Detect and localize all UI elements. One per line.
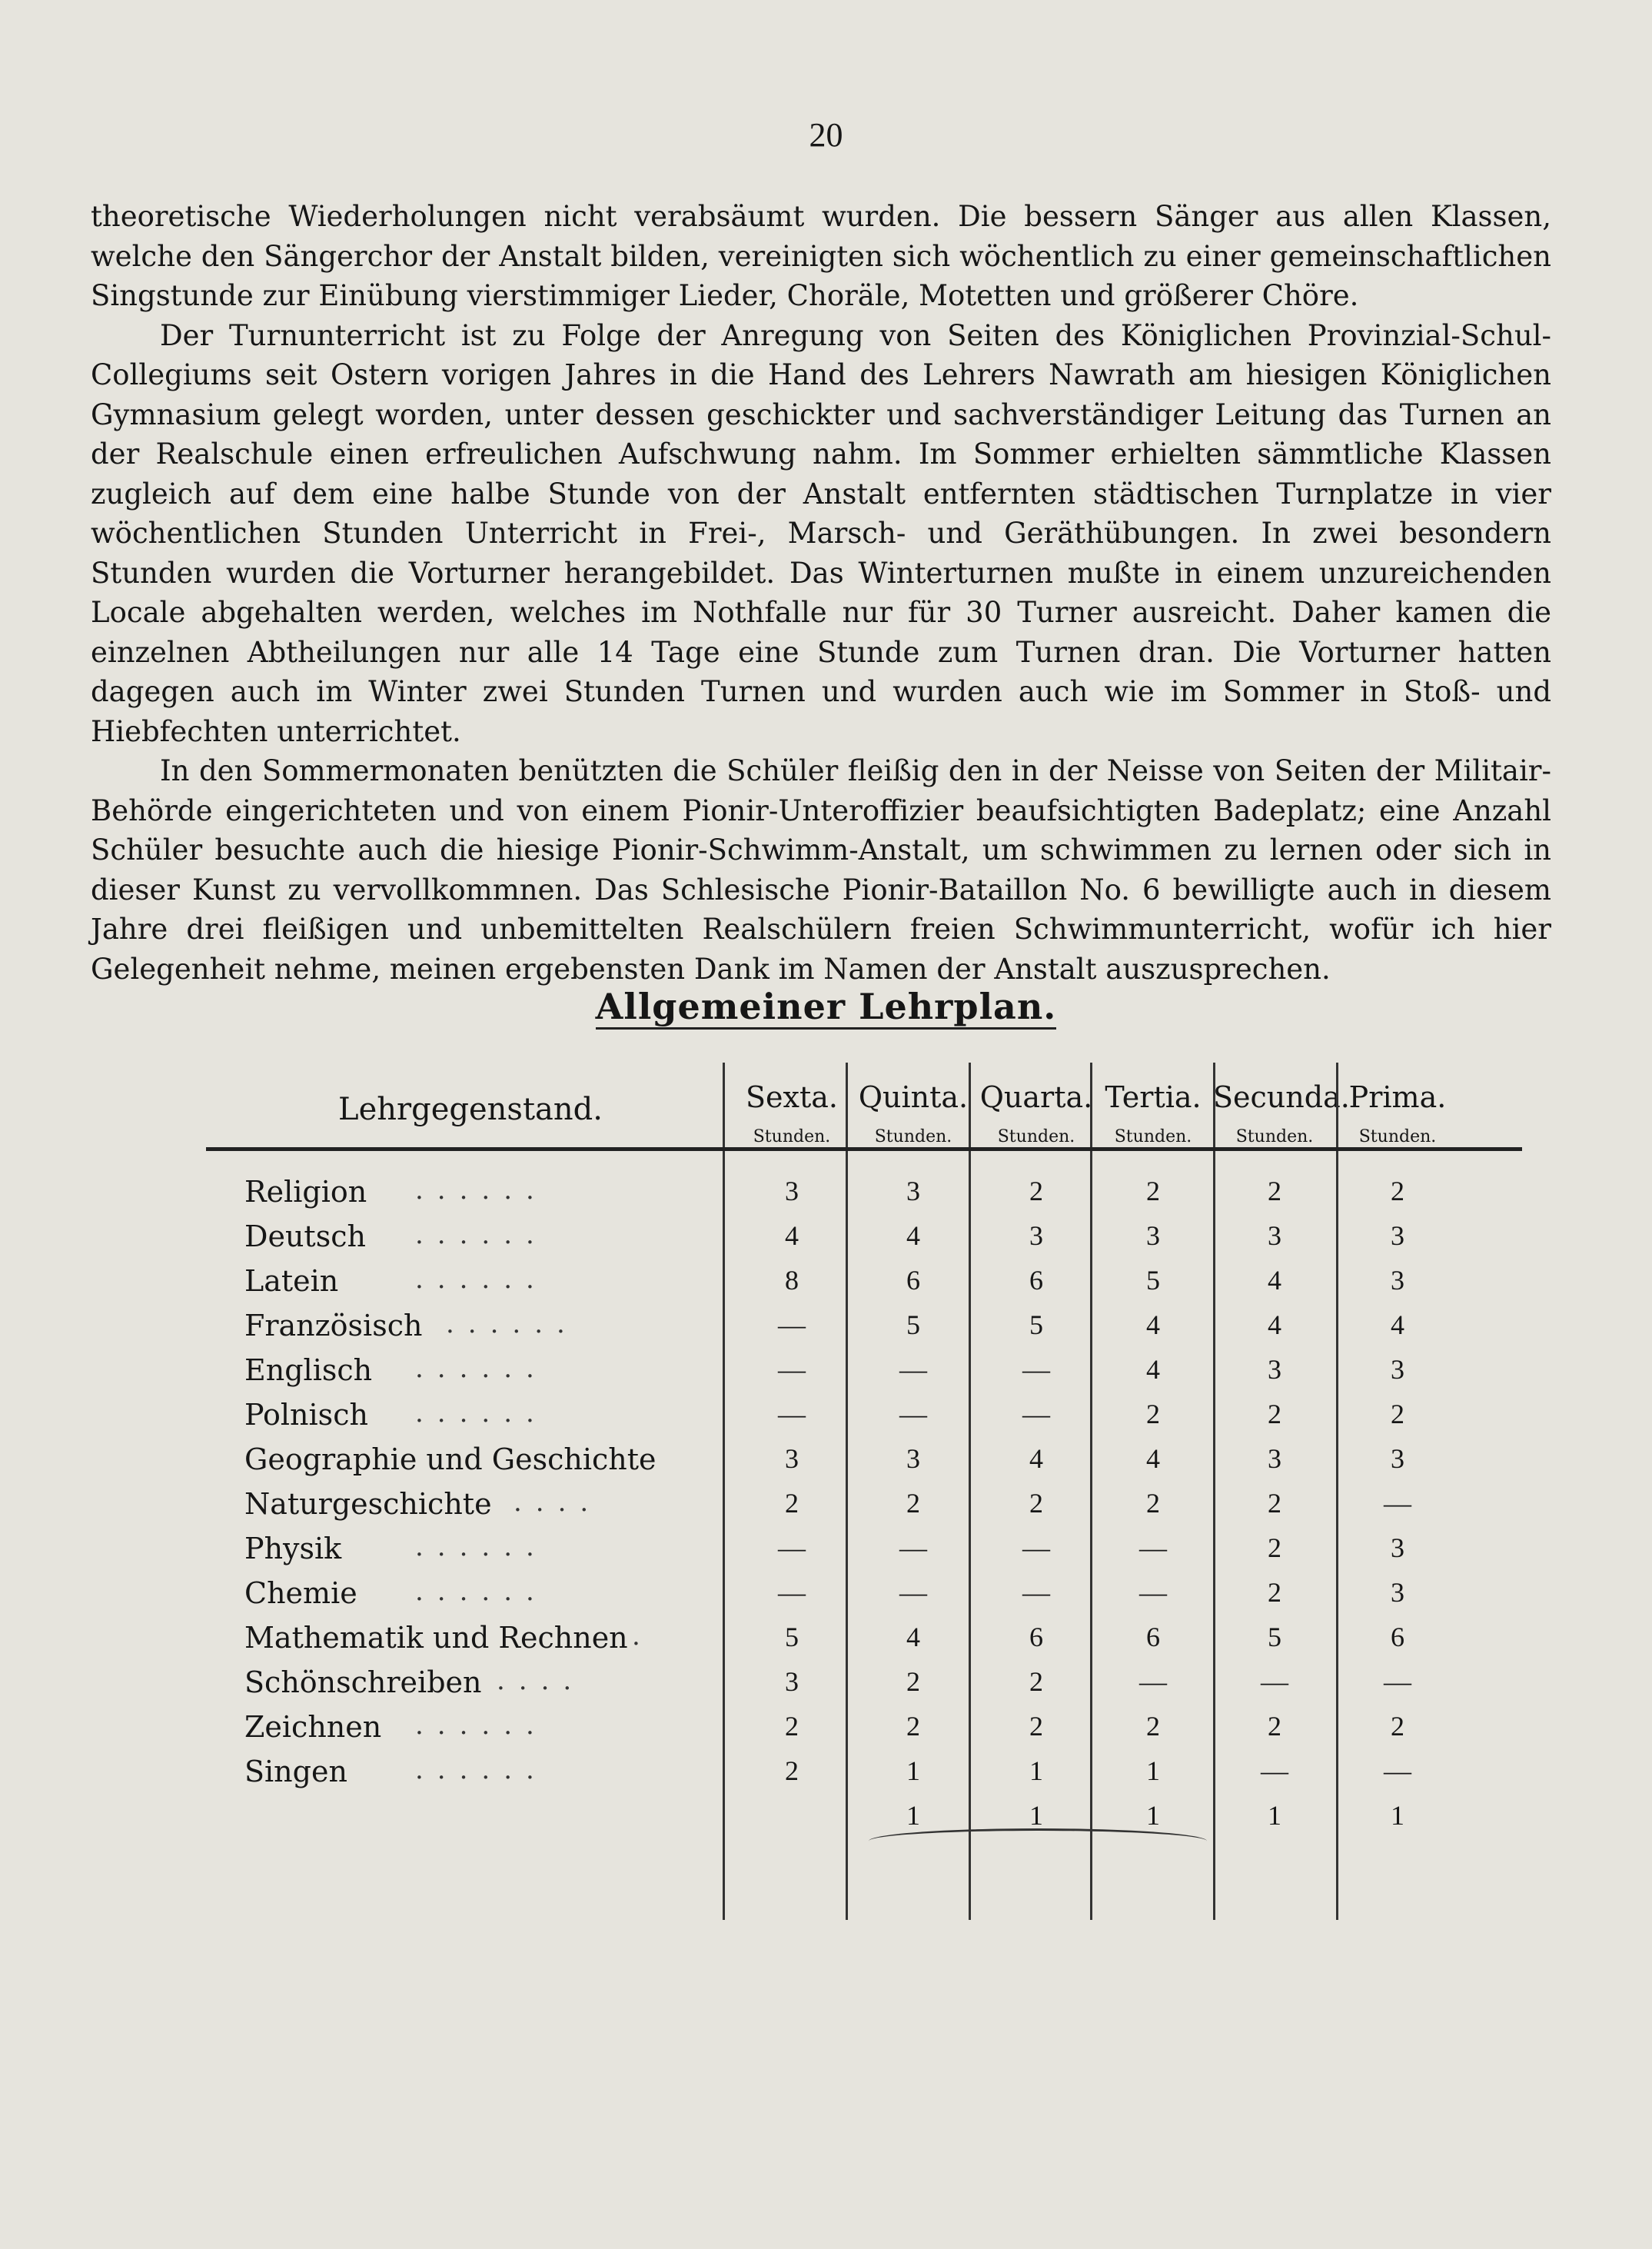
table-cell: 5 (1146, 1265, 1160, 1296)
table-cell: — (1139, 1532, 1167, 1563)
table-cell: 1 (1029, 1755, 1043, 1786)
table-cell: 1 (1268, 1800, 1281, 1831)
paragraph-1: theoretische Wiederholungen nicht verabsäumt wurden. Die bessern Sänger aus allen Klassen, welche den Sängerchor der Anstalt bilden, vereinigten sich wöchentlich zu einer gemeinschaftlichen Singstunde zur Einübung vierstimmiger Lieder, Choräle, Motetten und größerer Chöre. (91, 200, 1551, 312)
table-cell: — (778, 1309, 806, 1340)
table-cell: 2 (1146, 1488, 1160, 1519)
table-cell: 4 (1146, 1309, 1160, 1340)
table-cell: 3 (1029, 1220, 1043, 1251)
table-row (0, 1264, 1652, 1309)
table-cell: 6 (1391, 1622, 1404, 1652)
leader-dots: ...... (415, 1532, 548, 1562)
table-row (0, 1353, 1652, 1398)
table-cell: — (1261, 1666, 1288, 1697)
column-header: Prima. (1348, 1080, 1447, 1114)
subject-label: Geographie und Geschichte (244, 1442, 656, 1476)
table-cell: — (899, 1577, 927, 1608)
table-cell: — (1022, 1532, 1050, 1563)
table-row (0, 1710, 1652, 1755)
subject-label: Naturgeschichte (244, 1487, 492, 1521)
table-cell: 4 (1029, 1443, 1043, 1474)
table-cell: 6 (1146, 1622, 1160, 1652)
table-row (0, 1219, 1652, 1264)
table-row (0, 1799, 1652, 1844)
table-cell: 2 (1029, 1666, 1043, 1697)
table-cell: 3 (1391, 1577, 1404, 1608)
table-cell: 5 (785, 1622, 799, 1652)
subject-label: Französisch (244, 1309, 423, 1342)
table-cell: 1 (906, 1755, 920, 1786)
column-unit: Stunden. (1235, 1127, 1314, 1146)
table-cell: 1 (1391, 1800, 1404, 1831)
subject-label: Latein (244, 1264, 339, 1298)
paragraph-3: In den Sommermonaten benützten die Schüler fleißig den in der Neisse von Seiten der Militair-Behörde eingerichteten und von einem Pionir-Unteroffizier beaufsichtigten Badeplatz; eine Anzahl Schüler besuchte auch die hiesige Pionir-Schwimm-Anstalt, um schwimmen zu lernen oder sich in dieser Kunst zu vervollkommnen. Das Schlesische Pionir-Bataillon No. 6 bewilligte auch in diesem Jahre drei fleißigen und unbemittelten Realschülern freien Schwimmunterricht, wofür ich hier Gelegenheit nehme, meinen ergebensten Dank im Namen der Anstalt auszusprechen. (91, 754, 1551, 986)
table-row (0, 1665, 1652, 1710)
leader-dots: ...... (415, 1710, 548, 1741)
table-cell: — (899, 1354, 927, 1385)
table-cell: 2 (1391, 1711, 1404, 1742)
page-number: 20 (809, 116, 843, 154)
table-cell: 4 (1391, 1309, 1404, 1340)
table-cell: 3 (1268, 1354, 1281, 1385)
table-cell: — (1022, 1399, 1050, 1429)
body-text (91, 197, 1551, 989)
table-cell: 4 (906, 1622, 920, 1652)
table-row (0, 1621, 1652, 1665)
leader-dots: ...... (415, 1175, 548, 1206)
table-row (0, 1532, 1652, 1576)
table-cell: 2 (1268, 1176, 1281, 1206)
subject-label: Chemie (244, 1576, 357, 1610)
table-cell: 3 (785, 1666, 799, 1697)
column-unit: Stunden. (753, 1127, 831, 1146)
leader-dots: ...... (415, 1353, 548, 1384)
subject-label: Physik (244, 1532, 342, 1565)
table-cell: 3 (906, 1176, 920, 1206)
table-cell: 4 (785, 1220, 799, 1251)
table-cell: — (1139, 1577, 1167, 1608)
table-cell: 8 (785, 1265, 799, 1296)
column-header: Tertia. (1105, 1080, 1202, 1114)
column-header: Sexta. (746, 1080, 838, 1114)
table-title: Allgemeiner Lehrplan. (0, 986, 1652, 1027)
table-cell: 2 (1146, 1176, 1160, 1206)
table-cell: — (1384, 1755, 1411, 1786)
table-cell: — (1384, 1666, 1411, 1697)
leader-dots: .... (497, 1665, 586, 1696)
table-cell: 4 (906, 1220, 920, 1251)
subject-label: Englisch (244, 1353, 373, 1387)
leader-dots: ...... (415, 1576, 548, 1607)
table-cell: 1 (906, 1800, 920, 1831)
table-cell: 4 (1268, 1265, 1281, 1296)
table-cell: 4 (1146, 1354, 1160, 1385)
table-cell: — (778, 1399, 806, 1429)
table-cell: 3 (1391, 1354, 1404, 1385)
table-row (0, 1576, 1652, 1621)
table-cell: 6 (1029, 1622, 1043, 1652)
brace-mark (869, 1828, 1207, 1854)
table-cell: — (1261, 1755, 1288, 1786)
table-cell: 2 (906, 1711, 920, 1742)
table-cell: 4 (1146, 1443, 1160, 1474)
table-cell: — (778, 1577, 806, 1608)
table-cell: 3 (1146, 1220, 1160, 1251)
table-cell: 5 (906, 1309, 920, 1340)
table-cell: 4 (1268, 1309, 1281, 1340)
table-cell: — (1022, 1577, 1050, 1608)
table-row (0, 1487, 1652, 1532)
table-cell: 2 (1029, 1711, 1043, 1742)
subject-label: Singen (244, 1755, 347, 1788)
subject-label: Polnisch (244, 1398, 368, 1432)
header-rule (206, 1147, 1522, 1151)
table-cell: 3 (1268, 1220, 1281, 1251)
table-cell: — (1139, 1666, 1167, 1697)
table-row (0, 1442, 1652, 1487)
column-unit: Stunden. (1114, 1127, 1192, 1146)
table-cell: 1 (1146, 1800, 1160, 1831)
table-cell: 2 (906, 1666, 920, 1697)
table-cell: 5 (1268, 1622, 1281, 1652)
table-cell: — (778, 1354, 806, 1385)
table-cell: 2 (1268, 1532, 1281, 1563)
table-cell: 2 (1268, 1399, 1281, 1429)
table-cell: 2 (1029, 1488, 1043, 1519)
table-cell: 2 (1029, 1176, 1043, 1206)
table-row (0, 1175, 1652, 1219)
table-row (0, 1309, 1652, 1353)
table-cell: 2 (1146, 1399, 1160, 1429)
leader-dots: ...... (415, 1264, 548, 1295)
table-cell: 1 (1146, 1755, 1160, 1786)
column-unit: Stunden. (997, 1127, 1075, 1146)
table-cell: 2 (785, 1711, 799, 1742)
leader-dots: ...... (415, 1755, 548, 1785)
table-cell: 2 (1268, 1711, 1281, 1742)
table-cell: 2 (1268, 1488, 1281, 1519)
column-unit: Stunden. (1358, 1127, 1437, 1146)
table-row (0, 1755, 1652, 1799)
leader-dots: . (632, 1621, 654, 1652)
leader-dots: .... (514, 1487, 603, 1518)
column-header: Secunda. (1213, 1080, 1350, 1114)
table-cell: 2 (1391, 1399, 1404, 1429)
table-cell: 3 (1268, 1443, 1281, 1474)
subject-label: Religion (244, 1175, 367, 1209)
column-header: Quinta. (858, 1080, 969, 1114)
table-cell: 3 (1391, 1532, 1404, 1563)
table-cell: 3 (785, 1176, 799, 1206)
table-cell: 2 (1268, 1577, 1281, 1608)
table-cell: 1 (1029, 1800, 1043, 1831)
table-cell: — (899, 1532, 927, 1563)
table-cell: 3 (785, 1443, 799, 1474)
table-cell: 6 (1029, 1265, 1043, 1296)
table-cell: 2 (906, 1488, 920, 1519)
table-cell: 2 (1146, 1711, 1160, 1742)
paragraph-2: Der Turnunterricht ist zu Folge der Anregung von Seiten des Königlichen Provinzial-Schul-Collegiums seit Ostern vorigen Jahres in die Hand des Lehrers Nawrath am hiesigen Königlichen Gymnasium gelegt worden, unter dessen geschickter und sachverständiger Leitung das Turnen an der Realschule einen erfreulichen Aufschwung nahm. Im Sommer erhielten sämmtliche Klassen zugleich auf dem eine halbe Stunde von der Anstalt entfernten städtischen Turnplatze in vier wöchentlichen Stunden Unterricht in Frei-, Marsch- und Geräthübungen. In zwei besondern Stunden wurden die Vorturner herangebildet. Das Winterturnen mußte in einem unzureichenden Locale abgehalten werden, welches im Nothfalle nur für 30 Turner ausreicht. Daher kamen die einzelnen Abtheilungen nur alle 14 Tage eine Stunde zum Turnen dran. Die Vorturner hatten dagegen auch im Winter zwei Stunden Turnen und wurden auch wie im Sommer in Stoß- und Hiebfechten unterrichtet. (91, 318, 1551, 748)
leader-dots: ...... (415, 1219, 548, 1250)
column-header: Quarta. (979, 1080, 1093, 1114)
table-cell: — (899, 1399, 927, 1429)
table-cell: 5 (1029, 1309, 1043, 1340)
table-cell: — (1022, 1354, 1050, 1385)
subject-label: Deutsch (244, 1219, 366, 1253)
subject-label: Zeichnen (244, 1710, 382, 1744)
table-cell: 2 (1391, 1176, 1404, 1206)
subject-label: Schönschreiben (244, 1665, 482, 1699)
leader-dots: ...... (446, 1309, 579, 1339)
table-cell: 3 (1391, 1443, 1404, 1474)
subject-column-header: Lehrgegenstand. (338, 1092, 603, 1127)
table-cell: 3 (906, 1443, 920, 1474)
table-cell: 3 (1391, 1265, 1404, 1296)
table-cell: — (1384, 1488, 1411, 1519)
leader-dots: ...... (415, 1398, 548, 1429)
column-unit: Stunden. (874, 1127, 952, 1146)
table-cell: 2 (785, 1488, 799, 1519)
subject-label: Mathematik und Rechnen (244, 1621, 628, 1655)
table-cell: 2 (785, 1755, 799, 1786)
table-cell: 6 (906, 1265, 920, 1296)
table-cell: 3 (1391, 1220, 1404, 1251)
table-cell: — (778, 1532, 806, 1563)
table-row (0, 1398, 1652, 1442)
